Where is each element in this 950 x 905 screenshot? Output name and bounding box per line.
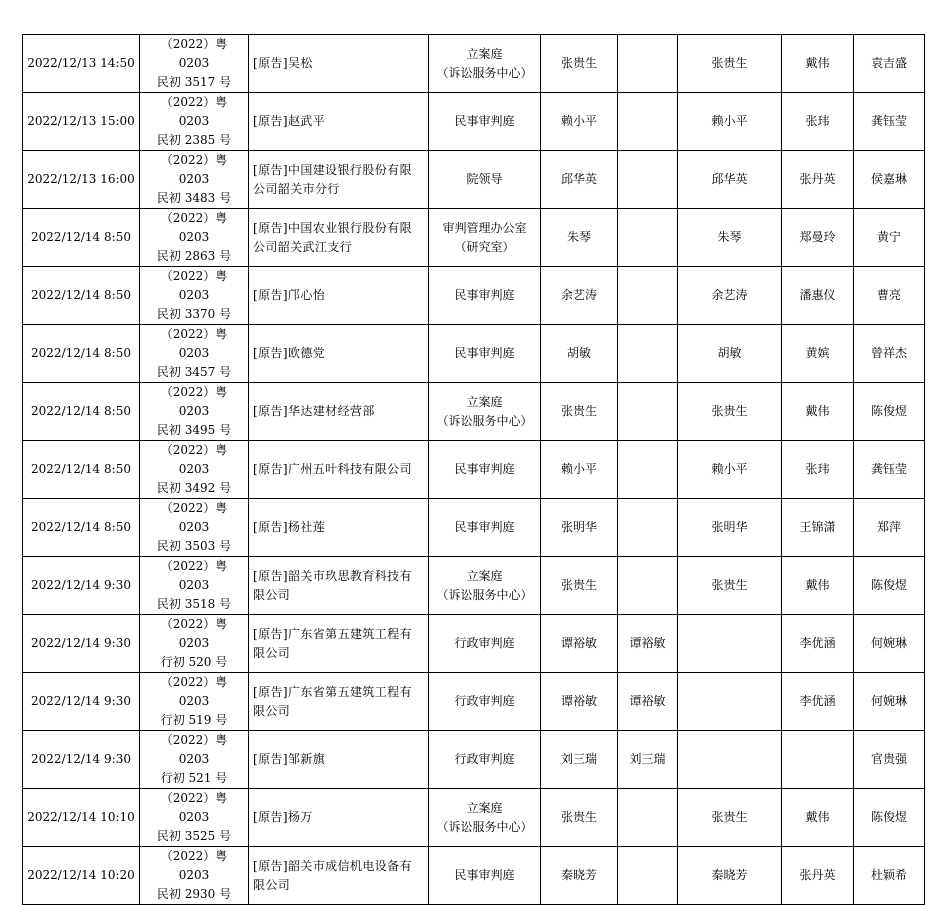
judge-name-cell: 赖小平 <box>541 441 618 499</box>
table-row <box>23 441 925 499</box>
assistant-name-cell: 谭裕敏 <box>618 615 678 673</box>
presiding-judge-cell: 赖小平 <box>678 93 782 151</box>
judge-name-cell: 赖小平 <box>541 93 618 151</box>
assistant-name-cell <box>618 383 678 441</box>
case-number-line: （2022）粤 0203 <box>160 153 228 186</box>
presiding-judge-cell: 张贵生 <box>678 789 782 847</box>
hearing-time-cell: 2022/12/14 8:50 <box>23 267 140 325</box>
table-row <box>23 35 925 93</box>
hearing-time-cell: 2022/12/14 8:50 <box>23 441 140 499</box>
case-number-line: （2022）粤 0203 <box>160 849 228 882</box>
secretary-name-cell: 黄宁 <box>854 209 925 267</box>
hearing-time-cell: 2022/12/14 8:50 <box>23 383 140 441</box>
judge-name-cell: 张贵生 <box>541 557 618 615</box>
judge-name-cell: 张明华 <box>541 499 618 557</box>
case-number-line: 民初 3525 号 <box>156 829 232 843</box>
case-number-line: 民初 2385 号 <box>156 133 232 147</box>
department-cell <box>429 35 541 93</box>
department-line: 民事审判庭 <box>454 114 515 128</box>
case-number-line: 民初 2863 号 <box>156 249 232 263</box>
party-name-cell: [原告]邹新旗 <box>249 731 429 789</box>
department-line: 民事审判庭 <box>454 520 515 534</box>
department-line: 行政审判庭 <box>454 694 515 708</box>
secretary-name-cell: 龚钰莹 <box>854 441 925 499</box>
case-number-line: 民初 3370 号 <box>156 307 232 321</box>
department-line: 立案庭 <box>466 46 503 61</box>
case-number-line: （2022）粤 0203 <box>160 791 228 824</box>
case-number-line: 民初 3503 号 <box>156 539 232 553</box>
case-number-cell <box>140 615 249 673</box>
case-number-cell <box>140 499 249 557</box>
assistant-name-cell: 谭裕敏 <box>618 673 678 731</box>
case-number-cell <box>140 93 249 151</box>
clerk-name-cell: 戴伟 <box>782 383 854 441</box>
case-number-cell <box>140 673 249 731</box>
case-number-cell <box>140 209 249 267</box>
case-number-line: 民初 3457 号 <box>156 365 232 379</box>
case-number-line: （2022）粤 0203 <box>160 269 228 302</box>
assistant-name-cell <box>618 267 678 325</box>
party-name-cell: [原告]赵武平 <box>249 93 429 151</box>
case-number-line: 民初 3492 号 <box>156 481 232 495</box>
hearing-time-cell: 2022/12/14 9:30 <box>23 673 140 731</box>
party-name-cell: [原告]杨万 <box>249 789 429 847</box>
party-name-cell: [原告]欧德党 <box>249 325 429 383</box>
hearing-time-cell: 2022/12/13 15:00 <box>23 93 140 151</box>
clerk-name-cell: 郑曼玲 <box>782 209 854 267</box>
assistant-name-cell: 刘三瑞 <box>618 731 678 789</box>
department-line: 立案庭 <box>466 800 503 815</box>
hearing-time-cell: 2022/12/13 14:50 <box>23 35 140 93</box>
table-row <box>23 789 925 847</box>
department-line: （诉讼服务中心） <box>436 819 533 834</box>
case-number-cell <box>140 267 249 325</box>
department-cell <box>429 499 541 557</box>
table-row <box>23 499 925 557</box>
hearing-time-cell: 2022/12/14 10:10 <box>23 789 140 847</box>
case-number-cell <box>140 847 249 905</box>
case-number-line: 民初 3483 号 <box>156 191 232 205</box>
party-name-cell: [原告]中国建设银行股份有限公司韶关市分行 <box>249 151 429 209</box>
department-cell <box>429 267 541 325</box>
secretary-name-cell: 曾祥杰 <box>854 325 925 383</box>
case-number-cell <box>140 35 249 93</box>
clerk-name-cell: 王锦潇 <box>782 499 854 557</box>
secretary-name-cell: 陈俊煜 <box>854 789 925 847</box>
party-name-cell: [原告]广东省第五建筑工程有限公司 <box>249 615 429 673</box>
judge-name-cell: 谭裕敏 <box>541 615 618 673</box>
secretary-name-cell: 侯嘉琳 <box>854 151 925 209</box>
department-cell <box>429 325 541 383</box>
department-cell <box>429 151 541 209</box>
judge-name-cell: 张贵生 <box>541 789 618 847</box>
department-cell <box>429 93 541 151</box>
case-number-line: （2022）粤 0203 <box>160 327 228 360</box>
assistant-name-cell <box>618 151 678 209</box>
judge-name-cell: 胡敏 <box>541 325 618 383</box>
assistant-name-cell <box>618 847 678 905</box>
clerk-name-cell: 戴伟 <box>782 789 854 847</box>
case-number-line: 民初 3495 号 <box>156 423 232 437</box>
party-name-cell: [原告]广东省第五建筑工程有限公司 <box>249 673 429 731</box>
secretary-name-cell: 杜颖希 <box>854 847 925 905</box>
table-row <box>23 557 925 615</box>
case-number-cell <box>140 383 249 441</box>
judge-name-cell: 谭裕敏 <box>541 673 618 731</box>
assistant-name-cell <box>618 441 678 499</box>
hearing-time-cell: 2022/12/13 16:00 <box>23 151 140 209</box>
table-row <box>23 847 925 905</box>
judge-name-cell: 余艺涛 <box>541 267 618 325</box>
party-name-cell: [原告]韶关市成信机电设备有限公司 <box>249 847 429 905</box>
case-number-cell <box>140 325 249 383</box>
hearing-time-cell: 2022/12/14 8:50 <box>23 209 140 267</box>
department-cell <box>429 731 541 789</box>
assistant-name-cell <box>618 209 678 267</box>
clerk-name-cell <box>782 731 854 789</box>
judge-name-cell: 邱华英 <box>541 151 618 209</box>
clerk-name-cell: 潘惠仪 <box>782 267 854 325</box>
clerk-name-cell: 黄嫔 <box>782 325 854 383</box>
department-line: 民事审判庭 <box>454 462 515 476</box>
presiding-judge-cell: 张贵生 <box>678 35 782 93</box>
case-number-cell <box>140 789 249 847</box>
table-row <box>23 267 925 325</box>
case-number-line: 行初 520 号 <box>160 655 228 669</box>
case-number-line: 行初 521 号 <box>160 771 228 785</box>
case-number-cell <box>140 557 249 615</box>
department-line: 民事审判庭 <box>454 288 515 302</box>
case-number-line: （2022）粤 0203 <box>160 37 228 70</box>
department-cell <box>429 383 541 441</box>
assistant-name-cell <box>618 789 678 847</box>
presiding-judge-cell <box>678 731 782 789</box>
presiding-judge-cell <box>678 615 782 673</box>
case-number-cell <box>140 151 249 209</box>
assistant-name-cell <box>618 557 678 615</box>
case-number-line: （2022）粤 0203 <box>160 501 228 534</box>
case-number-line: （2022）粤 0203 <box>160 559 228 592</box>
department-line: 立案庭 <box>466 394 503 409</box>
department-cell <box>429 441 541 499</box>
table-row <box>23 731 925 789</box>
case-number-line: 民初 2930 号 <box>156 887 232 901</box>
clerk-name-cell: 张丹英 <box>782 151 854 209</box>
case-number-line: 行初 519 号 <box>160 713 228 727</box>
hearing-time-cell: 2022/12/14 9:30 <box>23 615 140 673</box>
case-number-line: （2022）粤 0203 <box>160 95 228 128</box>
secretary-name-cell: 袁吉盛 <box>854 35 925 93</box>
assistant-name-cell <box>618 499 678 557</box>
department-line: 行政审判庭 <box>454 636 515 650</box>
case-number-line: （2022）粤 0203 <box>160 675 228 708</box>
clerk-name-cell: 戴伟 <box>782 557 854 615</box>
presiding-judge-cell <box>678 673 782 731</box>
table-row <box>23 93 925 151</box>
presiding-judge-cell: 胡敏 <box>678 325 782 383</box>
judge-name-cell: 秦晓芳 <box>541 847 618 905</box>
presiding-judge-cell: 张明华 <box>678 499 782 557</box>
table-row <box>23 615 925 673</box>
presiding-judge-cell: 余艺涛 <box>678 267 782 325</box>
department-line: 院领导 <box>466 172 503 186</box>
judge-name-cell: 刘三瑞 <box>541 731 618 789</box>
secretary-name-cell: 陈俊煜 <box>854 557 925 615</box>
presiding-judge-cell: 邱华英 <box>678 151 782 209</box>
secretary-name-cell: 郑萍 <box>854 499 925 557</box>
clerk-name-cell: 李优涵 <box>782 615 854 673</box>
case-number-line: 民初 3517 号 <box>156 75 232 89</box>
party-name-cell: [原告]吴松 <box>249 35 429 93</box>
department-line: （诉讼服务中心） <box>436 413 533 428</box>
department-line: 民事审判庭 <box>454 346 515 360</box>
party-name-cell: [原告]韶关市玖思教育科技有限公司 <box>249 557 429 615</box>
case-number-line: （2022）粤 0203 <box>160 733 228 766</box>
presiding-judge-cell: 张贵生 <box>678 383 782 441</box>
department-cell <box>429 209 541 267</box>
department-line: 行政审判庭 <box>454 752 515 766</box>
presiding-judge-cell: 朱琴 <box>678 209 782 267</box>
department-cell <box>429 557 541 615</box>
case-number-line: （2022）粤 0203 <box>160 211 228 244</box>
judge-name-cell: 朱琴 <box>541 209 618 267</box>
secretary-name-cell: 何婉琳 <box>854 673 925 731</box>
judge-name-cell: 张贵生 <box>541 35 618 93</box>
table-row <box>23 673 925 731</box>
clerk-name-cell: 张玮 <box>782 93 854 151</box>
hearing-time-cell: 2022/12/14 10:20 <box>23 847 140 905</box>
table-row <box>23 325 925 383</box>
clerk-name-cell: 张玮 <box>782 441 854 499</box>
department-cell <box>429 615 541 673</box>
presiding-judge-cell: 张贵生 <box>678 557 782 615</box>
department-line: 民事审判庭 <box>454 868 515 882</box>
department-line: （诉讼服务中心） <box>436 65 533 80</box>
assistant-name-cell <box>618 325 678 383</box>
secretary-name-cell: 官贵强 <box>854 731 925 789</box>
department-cell <box>429 673 541 731</box>
hearing-time-cell: 2022/12/14 8:50 <box>23 325 140 383</box>
department-line: 立案庭 <box>466 568 503 583</box>
secretary-name-cell: 陈俊煜 <box>854 383 925 441</box>
presiding-judge-cell: 赖小平 <box>678 441 782 499</box>
clerk-name-cell: 戴伟 <box>782 35 854 93</box>
table-row <box>23 383 925 441</box>
hearing-schedule-table <box>22 34 925 905</box>
clerk-name-cell: 李优涵 <box>782 673 854 731</box>
party-name-cell: [原告]广州五叶科技有限公司 <box>249 441 429 499</box>
department-line: （诉讼服务中心） <box>436 587 533 602</box>
assistant-name-cell <box>618 93 678 151</box>
party-name-cell: [原告]中国农业银行股份有限公司韶关武江支行 <box>249 209 429 267</box>
case-number-line: （2022）粤 0203 <box>160 385 228 418</box>
hearing-time-cell: 2022/12/14 8:50 <box>23 499 140 557</box>
case-number-cell <box>140 731 249 789</box>
hearing-time-cell: 2022/12/14 9:30 <box>23 731 140 789</box>
table-row <box>23 209 925 267</box>
judge-name-cell: 张贵生 <box>541 383 618 441</box>
department-cell <box>429 847 541 905</box>
party-name-cell: [原告]杨社莲 <box>249 499 429 557</box>
case-number-cell <box>140 441 249 499</box>
case-number-line: （2022）粤 0203 <box>160 617 228 650</box>
party-name-cell: [原告]邝心怡 <box>249 267 429 325</box>
secretary-name-cell: 何婉琳 <box>854 615 925 673</box>
hearing-time-cell: 2022/12/14 9:30 <box>23 557 140 615</box>
case-number-line: 民初 3518 号 <box>156 597 232 611</box>
department-cell <box>429 789 541 847</box>
presiding-judge-cell: 秦晓芳 <box>678 847 782 905</box>
secretary-name-cell: 曹亮 <box>854 267 925 325</box>
department-line: （研究室） <box>454 239 515 254</box>
secretary-name-cell: 龚钰莹 <box>854 93 925 151</box>
department-line: 审判管理办公室 <box>442 220 527 235</box>
clerk-name-cell: 张丹英 <box>782 847 854 905</box>
party-name-cell: [原告]华达建材经营部 <box>249 383 429 441</box>
table-row <box>23 151 925 209</box>
table-body <box>23 35 925 905</box>
case-number-line: （2022）粤 0203 <box>160 443 228 476</box>
assistant-name-cell <box>618 35 678 93</box>
